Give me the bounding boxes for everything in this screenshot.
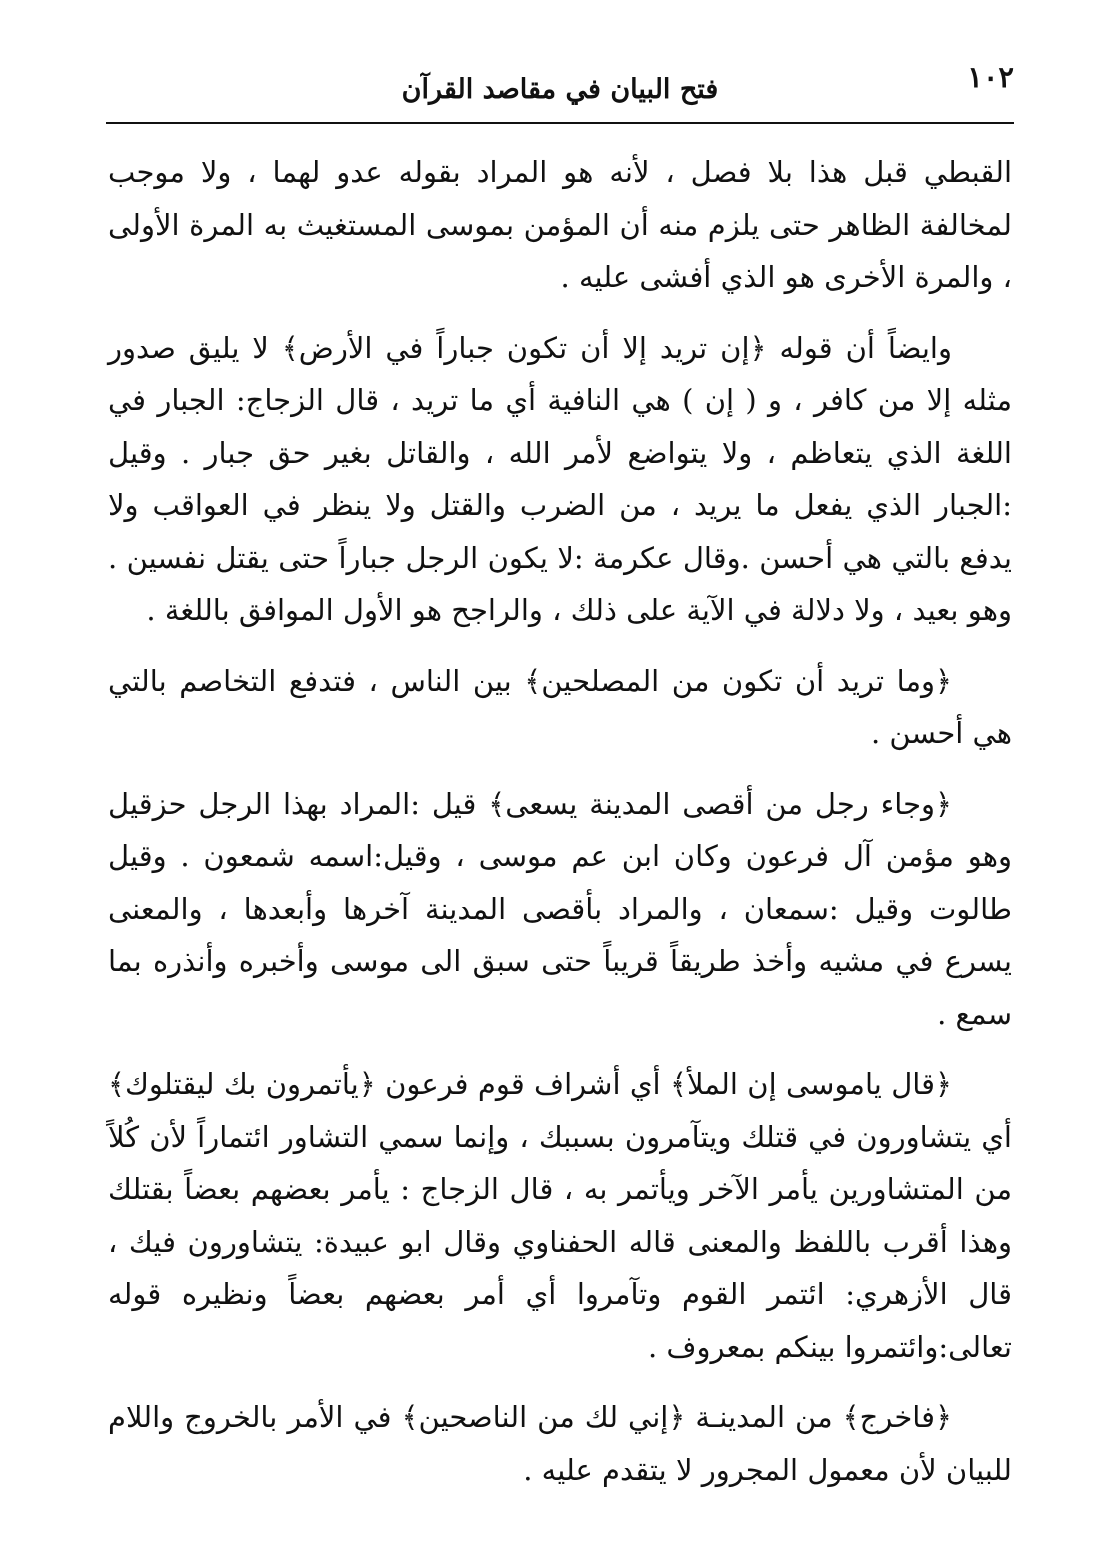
paragraph-3: ﴿وما تريد أن تكون من المصلحين﴾ بين الناس ، فتدفع التخاصم بالتي هي أحسن .	[108, 663, 1012, 750]
paragraph-6: ﴿فاخرج﴾ من المدينـة ﴿إني لك من الناصحين﴾ في الأمر بالخروج واللام للبيان لأن معمول المجرور لا يتقدم عليه .	[108, 1400, 1012, 1487]
paragraph-4: ﴿وجاء رجل من أقصى المدينة يسعى﴾ قيل :المراد بهذا الرجل حزقيل وهو مؤمن آل فرعون وكان ابن عم موسى ، وقيل:اسمه شمعون . وقيل طالوت وقيل :سمعان ، والمراد بأقصى المدينة آخرها وأبعدها ، والمعنى يسرع في مشيه وأخذ طريقاً قريباً حتى سبق الى موسى وأخبره وأنذره بما سمع .	[108, 786, 1012, 1031]
header-divider	[106, 122, 1014, 124]
page-header	[106, 60, 1014, 126]
running-title: فتح البيان في مقاصد القرآن	[401, 74, 719, 105]
paragraph-5: ﴿قال ياموسى إن الملأ﴾ أي أشراف قوم فرعون ﴿يأتمرون بك ليقتلوك﴾ أي يتشاورون في قتلك ويتآمرون بسببك ، وإنما سمي التشاور ائتماراً لأن كُلاً من المتشاورين يأمر الآخر ويأتمر به ، قال الزجاج : يأمر بعضهم بعضاً بقتلك وهذا أقرب باللفظ والمعنى قاله الحفناوي وقال ابو عبيدة: يتشاورون فيك ، قال الأزهري: ائتمر القوم وتآمروا أي أمر بعضهم بعضاً ونظيره قوله تعالى:وائتمروا بينكم بمعروف .	[108, 1067, 1012, 1364]
page-body	[108, 146, 1012, 1514]
paragraph-1: القبطي قبل هذا بلا فصل ، لأنه هو المراد بقوله عدو لهما ، ولا موجب لمخالفة الظاهر حتى يلزم منه أن المؤمن بموسى المستغيث به المرة الأولى ، والمرة الأخرى هو الذي أفشى عليه .	[108, 155, 1012, 294]
paragraph-2: وايضاً أن قوله ﴿إن تريد إلا أن تكون جباراً في الأرض﴾ لا يليق صدور مثله إلا من كافر ، و ( إن ) هي النافية أي ما تريد ، قال الزجاج: الجبار في اللغة الذي يتعاظم ، ولا يتواضع لأمر الله ، والقاتل بغير حق جبار . وقيل :الجبار الذي يفعل ما يريد ، من الضرب والقتل ولا ينظر في العواقب ولا يدفع بالتي هي أحسن .وقال عكرمة :لا يكون الرجل جباراً حتى يقتل نفسين . وهو بعيد ، ولا دلالة في الآية على ذلك ، والراجح هو الأول الموافق باللغة .	[108, 330, 1012, 627]
page-number: ١٠٢	[967, 60, 1014, 94]
